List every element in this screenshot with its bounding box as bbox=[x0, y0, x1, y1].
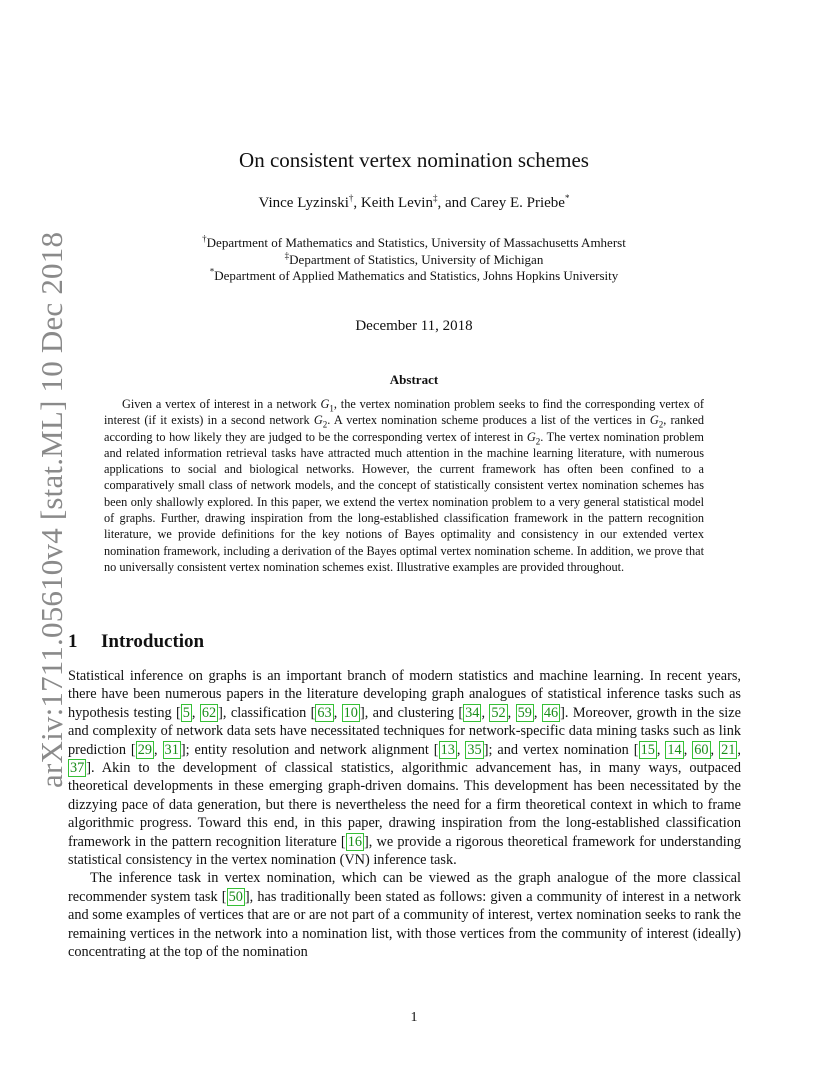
paper-title: On consistent vertex nomination schemes bbox=[239, 148, 589, 172]
affiliation-text: Department of Statistics, University of Michigan bbox=[289, 252, 544, 267]
affiliation bbox=[0, 252, 828, 268]
math-symbol: G bbox=[313, 413, 323, 428]
body-paragraph bbox=[68, 869, 741, 961]
citation-separator: , bbox=[333, 704, 342, 721]
math-subscript: 2 bbox=[535, 436, 541, 447]
math-symbol: G bbox=[649, 413, 659, 428]
citation-separator: , bbox=[456, 741, 466, 758]
author-separator: , and bbox=[437, 195, 471, 211]
citation-link[interactable]: 5 bbox=[182, 704, 190, 721]
body-text: ]. Akin to the development of classical statistics, algorithmic advancement has, in many ways, outpaced theoretical developments in these emerging graph-driven domains. This development has been necessitated by the dizzying pace of data generation, but there is nevertheless the need for a firm theoretical context in which to frame algorithmic progress. Toward this end, in this paper, drawing inspiration from the long-established classification framework in the pattern recognition literature [ bbox=[68, 760, 741, 850]
author-separator: , bbox=[353, 195, 361, 211]
author-name: Keith Levin bbox=[360, 195, 433, 211]
citation-link[interactable]: 35 bbox=[467, 741, 482, 758]
affiliation-mark: ‡ bbox=[432, 193, 438, 203]
citation-link[interactable]: 63 bbox=[317, 704, 332, 721]
citation-separator: , bbox=[507, 704, 516, 721]
affiliation-text: Department of Mathematics and Statistics, University of Massachusetts Amherst bbox=[206, 235, 626, 250]
citation-link[interactable]: 52 bbox=[491, 704, 506, 721]
citation-link[interactable]: 31 bbox=[164, 741, 179, 758]
abstract-body bbox=[104, 396, 704, 575]
citation-link[interactable]: 62 bbox=[201, 704, 217, 721]
citation-link[interactable]: 34 bbox=[465, 704, 480, 721]
abstract-heading: Abstract bbox=[389, 372, 439, 387]
affiliation-mark: † bbox=[348, 193, 354, 203]
author-name: Carey E. Priebe bbox=[470, 195, 565, 211]
citation-separator: , bbox=[533, 704, 542, 721]
abstract-text: . The vertex nomination problem and related information retrieval tasks have attracted much attention in the machine learning literature, with numerous applications to social and biological networks. However, the current framework has often been confined to a comparatively small class of network models, and the concept of statistically consistent vertex nomination schemes has been only shallowly explored. In this paper, we extend the vertex nomination problem to a very general statistical model of graphs. Further, drawing inspiration from the long-established classification framework in the pattern recognition literature, we provide definitions for the key notions of Bayes optimality and consistency in our extended vertex nomination framework, including a derivation of the Bayes optimal vertex nomination scheme. In addition, we prove that no universally consistent vertex nomination schemes exist. Illustrative examples are provided throughout. bbox=[104, 429, 704, 574]
body-text: ], we provide a rigorous theoretical framework for understanding statistical consistency in the vertex nomination (VN) inference task. bbox=[68, 833, 741, 869]
body-text: ], and clustering [ bbox=[359, 704, 464, 721]
section-number: 1 bbox=[68, 631, 78, 652]
citation-separator: , bbox=[737, 741, 741, 758]
citation-link[interactable]: 59 bbox=[517, 704, 532, 721]
body-paragraph bbox=[68, 667, 741, 869]
affiliation-text: Department of Applied Mathematics and Statistics, Johns Hopkins University bbox=[214, 268, 619, 283]
citation-link[interactable]: 29 bbox=[137, 741, 152, 758]
citation-link[interactable]: 60 bbox=[694, 741, 709, 758]
body-text: ]. Moreover, growth in the size and complexity of network data sets have necessitated techniques for network-specific data mining tasks such as link prediction [ bbox=[68, 704, 741, 758]
affiliation-mark: † bbox=[202, 233, 207, 244]
abstract-paragraph bbox=[104, 396, 704, 575]
math-symbol: G bbox=[320, 397, 330, 411]
math-subscript: 1 bbox=[329, 403, 334, 414]
citation-separator: , bbox=[656, 741, 666, 758]
affiliation-mark: * bbox=[209, 266, 215, 277]
body-text: ], has traditionally been stated as follows: given a community of interest in a network and some examples of vertices that are or are not part of a community of interest, vertex nomination seeks to rank the remaining vertices in the network into a nomination list, with those vertices from the community of interest (ideally) concentrating at the top of the nomination bbox=[68, 888, 741, 961]
section-title: Introduction bbox=[101, 631, 205, 652]
body-text: ]; and vertex nomination [ bbox=[483, 741, 639, 758]
citation-link[interactable]: 10 bbox=[343, 704, 358, 721]
citation-separator: , bbox=[481, 704, 490, 721]
page-number: 1 bbox=[410, 1010, 418, 1025]
citation-link[interactable]: 46 bbox=[543, 704, 559, 721]
author-name: Vince Lyzinski bbox=[258, 195, 349, 211]
abstract-text: . A vertex nomination scheme produces a list of the vertices in bbox=[327, 413, 650, 428]
body-text: The inference task in vertex nomination, which can be viewed as the graph analogue of the more classical recommender system task [ bbox=[68, 870, 741, 905]
paper-date: December 11, 2018 bbox=[355, 318, 473, 334]
citation-link[interactable]: 21 bbox=[721, 741, 736, 758]
citation-separator: , bbox=[710, 741, 720, 758]
affiliation-mark: * bbox=[564, 193, 570, 203]
body-text: ], classification [ bbox=[218, 704, 316, 721]
citation-link[interactable]: 37 bbox=[70, 760, 85, 777]
abstract-text: , the vertex nomination problem seeks to find the corresponding vertex of interest (if it exists) in a second network bbox=[104, 397, 704, 428]
author-list bbox=[0, 193, 828, 213]
citation-link[interactable]: 16 bbox=[347, 833, 362, 850]
math-subscript: 2 bbox=[658, 419, 664, 430]
abstract-text: Given a vertex of interest in a network bbox=[122, 397, 321, 411]
introduction-body bbox=[68, 667, 741, 962]
section-heading bbox=[68, 630, 204, 654]
citation-link[interactable]: 13 bbox=[440, 741, 455, 758]
citation-separator: , bbox=[683, 741, 693, 758]
math-symbol: G bbox=[526, 429, 536, 444]
body-text: Statistical inference on graphs is an important branch of modern statistics and machine learning. In recent years, there have been numerous papers in the literature developing graph analogues of statistical inference tasks such as hypothesis testing [ bbox=[68, 668, 741, 721]
citation-link[interactable]: 14 bbox=[667, 741, 682, 758]
math-subscript: 2 bbox=[322, 419, 328, 430]
body-text: ]; entity resolution and network alignment [ bbox=[180, 741, 439, 758]
citation-separator: , bbox=[191, 704, 200, 721]
affiliation bbox=[0, 268, 828, 284]
citation-link[interactable]: 15 bbox=[640, 741, 655, 758]
citation-link[interactable]: 50 bbox=[228, 888, 243, 905]
citation-separator: , bbox=[154, 741, 163, 758]
affiliation bbox=[0, 235, 828, 251]
affiliation-mark: ‡ bbox=[284, 250, 290, 261]
arxiv-identifier-stamp: arXiv:1711.05610v4 [stat.ML] 10 Dec 2018 bbox=[34, 231, 69, 788]
abstract-text: , ranked according to how likely they are judged to be the corresponding vertex of interest in bbox=[104, 413, 704, 444]
